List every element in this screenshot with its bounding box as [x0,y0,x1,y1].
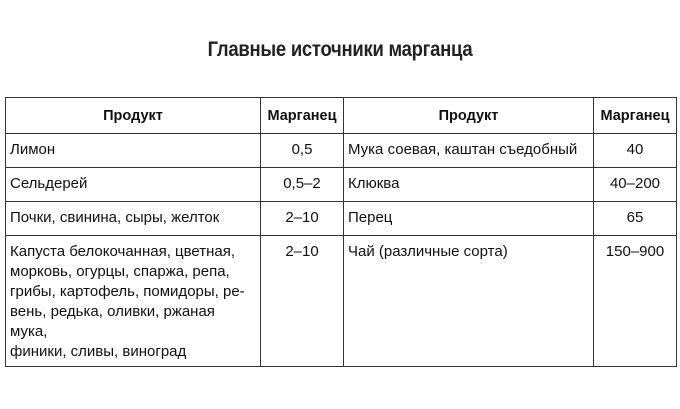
manganese-cell: 0,5 [261,134,344,168]
product-line: Капуста белокочанная, цветная, [10,243,236,260]
manganese-cell: 150–900 [594,236,677,367]
product-line: вень, редька, оливки, ржаная мука, [10,303,215,340]
table-row [6,134,677,168]
column-header-product-1: Продукт [6,98,261,134]
manganese-cell: 40–200 [594,168,677,202]
column-header-manganese-2: Марганец [594,98,677,134]
column-header-product-2: Продукт [344,98,594,134]
table-row [6,202,677,236]
product-cell: Клюква [344,168,594,202]
manganese-cell: 2–10 [261,236,344,367]
product-line: финики, сливы, виноград [10,343,187,360]
manganese-cell: 0,5–2 [261,168,344,202]
product-cell [6,236,261,367]
table-header-row [6,98,677,134]
product-line: морковь, огурцы, спаржа, репа, [10,263,230,280]
manganese-cell: 2–10 [261,202,344,236]
product-cell: Мука соевая, каштан съедобный [344,134,594,168]
product-cell: Чай (различные сорта) [344,236,594,367]
page-title: Главные источники марганца [207,38,473,61]
manganese-cell: 40 [594,134,677,168]
manganese-cell: 65 [594,202,677,236]
table-row [6,168,677,202]
product-line: грибы, картофель, помидоры, ре- [10,283,245,300]
column-header-manganese-1: Марганец [261,98,344,134]
product-cell: Перец [344,202,594,236]
product-cell: Сельдерей [6,168,261,202]
manganese-sources-table [5,97,677,367]
product-cell: Лимон [6,134,261,168]
product-cell: Почки, свинина, сыры, желток [6,202,261,236]
table-row [6,236,677,367]
